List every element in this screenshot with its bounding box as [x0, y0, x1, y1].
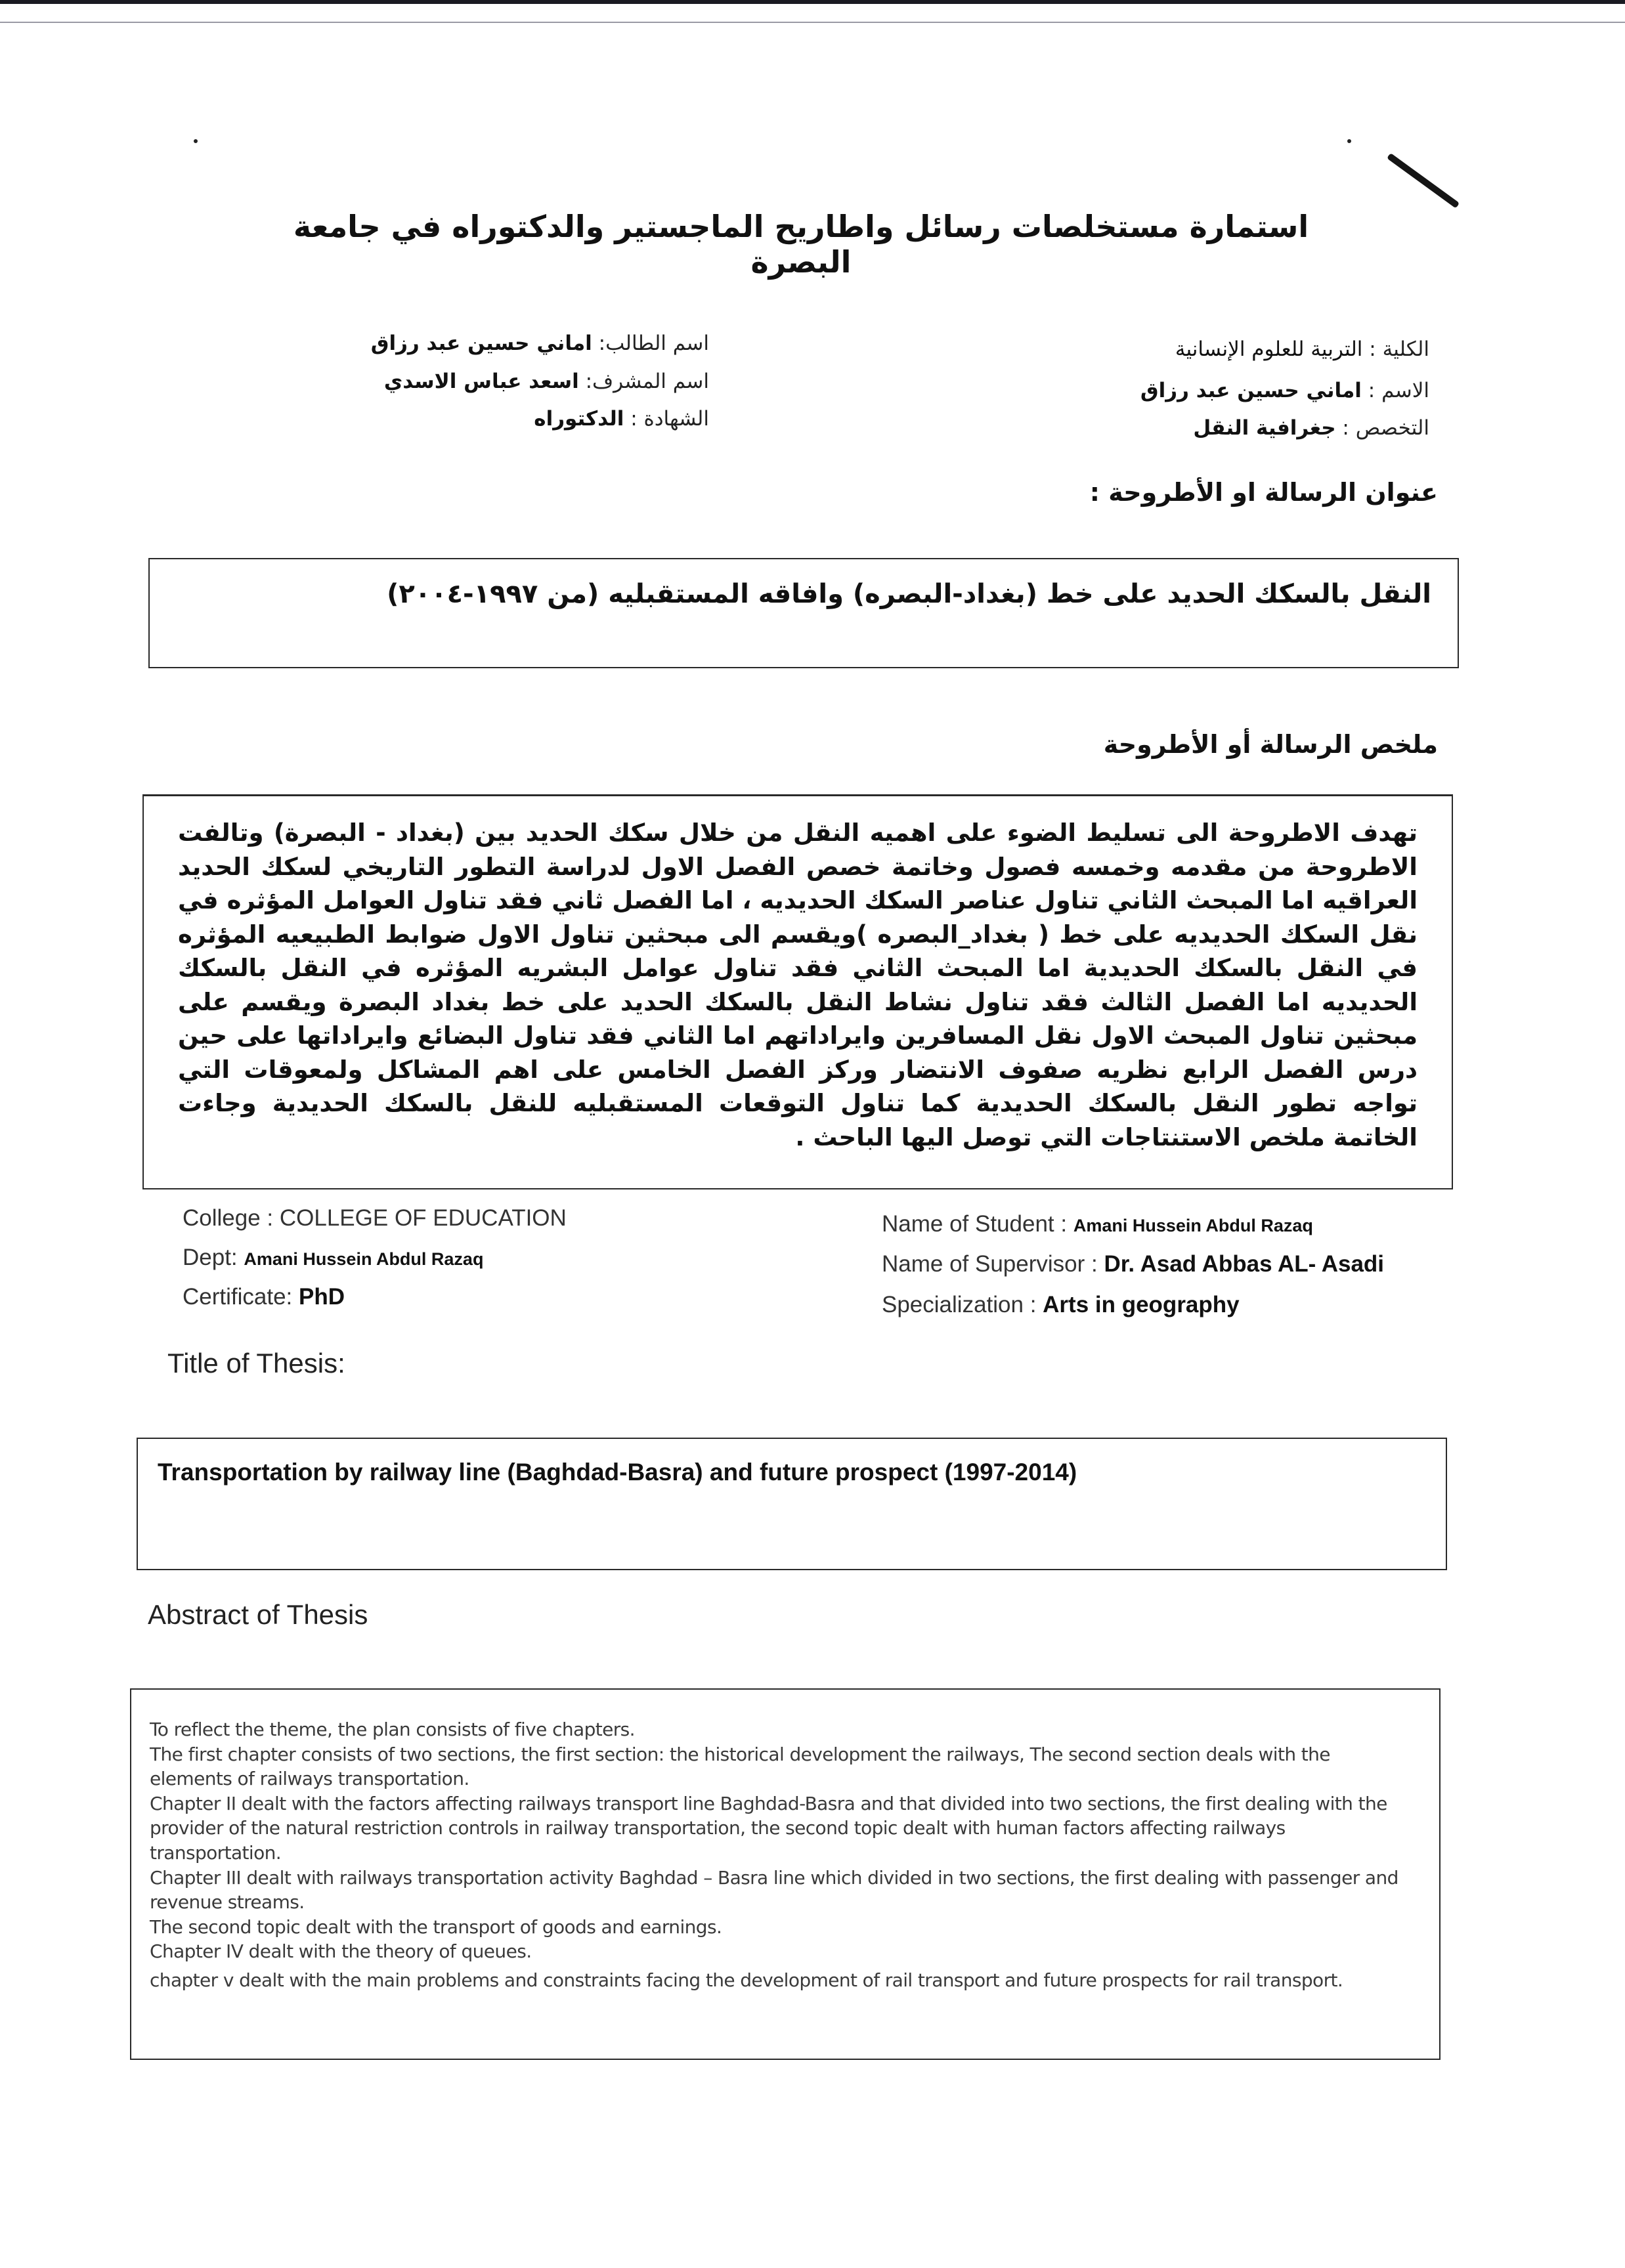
en-thesis-title: Transportation by railway line (Baghdad-Basra) and future prospect (1997-2014)	[158, 1459, 1077, 1486]
scan-dot	[194, 139, 198, 143]
en-college-field	[183, 1205, 567, 1231]
ar-college-field	[1175, 337, 1429, 361]
ar-thesis-title: النقل بالسكك الحديد على خط (بغداد-البصره) وافاقه المستقبليه (من ١٩٩٧-٢٠٠٤)	[387, 579, 1431, 609]
form-title: استمارة مستخلصات رسائل واطاريح الماجستير والدكتوراه في جامعة البصرة	[293, 209, 1309, 280]
field-value: اسعد عباس الاسدي	[383, 370, 579, 393]
abstract-paragraph: The first chapter consists of two sections, the first section: the historical development the railways, The second section deals with the elements of railways transportation.	[150, 1743, 1330, 1790]
field-value: Amani Hussein Abdul Razaq	[1073, 1216, 1313, 1235]
en-abstract-box	[130, 1688, 1441, 2060]
field-label: الشهادة :	[630, 407, 709, 431]
ar-abstract-box	[142, 794, 1453, 1189]
field-value: التربية للعلوم الإنسانية	[1175, 337, 1363, 361]
abstract-paragraph: Chapter II dealt with the factors affecting railways transport line Baghdad-Basra and that divided into two sections, the first dealing with the provider of the natural restriction controls in railway transportation, the second topic dealt with human factors affecting railways transportation.	[150, 1792, 1387, 1864]
en-dept-field	[183, 1245, 483, 1271]
field-label: Specialization :	[882, 1292, 1043, 1317]
ar-supervisor-field	[384, 370, 709, 393]
field-value: الدكتوراه	[534, 407, 624, 431]
ar-name-field	[1140, 379, 1429, 402]
field-value: جغرافية النقل	[1193, 416, 1336, 440]
field-label: الكلية :	[1369, 337, 1429, 361]
abstract-paragraph: chapter v dealt with the main problems and constraints facing the development of rail transport and future prospects for rail transport.	[150, 1969, 1343, 1991]
field-label: College :	[183, 1205, 280, 1231]
scan-line	[0, 22, 1625, 23]
abstract-paragraph: Chapter III dealt with railways transportation activity Baghdad – Basra line which divided in two sections, the first dealing with passenger and revenue streams.	[150, 1866, 1398, 1914]
scan-dot	[1347, 139, 1351, 143]
ar-abstract-text: تهدف الاطروحة الى تسليط الضوء على اهميه النقل من خلال سكك الحديد بين (بغداد - البصرة) وتالفت الاطروحة من مقدمه وخمسه فصول وخاتمة خصص الفصل الاول لدراسة التطور التاريخي لسكك الحديد العراقيه اما المبحث الثاني تناول عناصر السكك الحديديه ، اما الفصل ثاني فقد تناول العوامل المؤثره في نقل السكك الحديديه على خط ( بغداد_البصره )ويقسم الى مبحثين تناول الاول ضوابط الطبيعيه المؤثره في النقل بالسكك الحديدية اما المبحث الثاني فقد تناول عوامل البشريه المؤثره في النقل بالسكك الحديديه اما الفصل الثالث فقد تناول نشاط النقل بالسكك الحديد على خط بغداد البصرة ويقسم على مبحثين تناول المبحث الاول نقل المسافرين وايراداتهم اما الثاني فقد تناول البضائع وايراداتها على حين درس الفصل الرابع نظريه صفوف الانتضار وركز الفصل الخامس على اهم المشاكل ولمعوقات التي تواجه تطور النقل بالسكك الحديدية كما تناول التوقعات المستقبليه للنقل بالسكك الحديدية وجاءت الخاتمة ملخص الاستنتاجات التي توصل اليها الباحث .	[178, 819, 1418, 1151]
ar-title-box	[148, 558, 1459, 668]
field-label: Certificate:	[183, 1284, 299, 1310]
en-certificate-field	[183, 1284, 345, 1310]
abstract-paragraph: The second topic dealt with the transport of goods and earnings.	[150, 1915, 722, 1938]
en-title-heading: Title of Thesis:	[167, 1348, 345, 1379]
field-label: اسم المشرف:	[585, 370, 709, 393]
field-value: Arts in geography	[1043, 1292, 1240, 1317]
en-student-name-field	[882, 1211, 1313, 1237]
field-value: PhD	[299, 1284, 345, 1310]
ar-specialization-field	[1193, 416, 1429, 440]
ar-degree-field	[534, 407, 709, 431]
field-value: Dr. Asad Abbas AL- Asadi	[1104, 1251, 1385, 1277]
en-supervisor-field	[882, 1251, 1384, 1277]
field-label: Dept:	[183, 1245, 244, 1270]
ar-student-name-field	[371, 332, 709, 355]
en-title-box	[137, 1438, 1447, 1570]
field-label: Name of Supervisor :	[882, 1251, 1104, 1277]
en-specialization-field	[882, 1292, 1240, 1318]
field-label: التخصص :	[1342, 416, 1429, 440]
pen-mark	[1387, 153, 1460, 209]
abstract-paragraph: To reflect the theme, the plan consists of five chapters.	[150, 1719, 635, 1740]
ar-abstract-heading: ملخص الرسالة أو الأطروحة	[1103, 730, 1438, 759]
field-label: اسم الطالب:	[598, 332, 709, 355]
field-label: الاسم :	[1368, 379, 1429, 402]
en-abstract-heading: Abstract of Thesis	[148, 1599, 368, 1630]
en-abstract-text	[150, 1717, 1400, 1993]
field-value: اماني حسين عبد رزاق	[370, 332, 592, 355]
field-value: Amani Hussein Abdul Razaq	[244, 1249, 484, 1269]
abstract-paragraph: Chapter IV dealt with the theory of queues.	[150, 1940, 532, 1963]
field-label: Name of Student :	[882, 1211, 1073, 1237]
scan-edge	[0, 0, 1625, 4]
field-value: COLLEGE OF EDUCATION	[279, 1205, 567, 1231]
ar-title-heading: عنوان الرسالة او الأطروحة :	[1089, 478, 1438, 507]
field-value: اماني حسين عبد رزاق	[1140, 379, 1362, 402]
